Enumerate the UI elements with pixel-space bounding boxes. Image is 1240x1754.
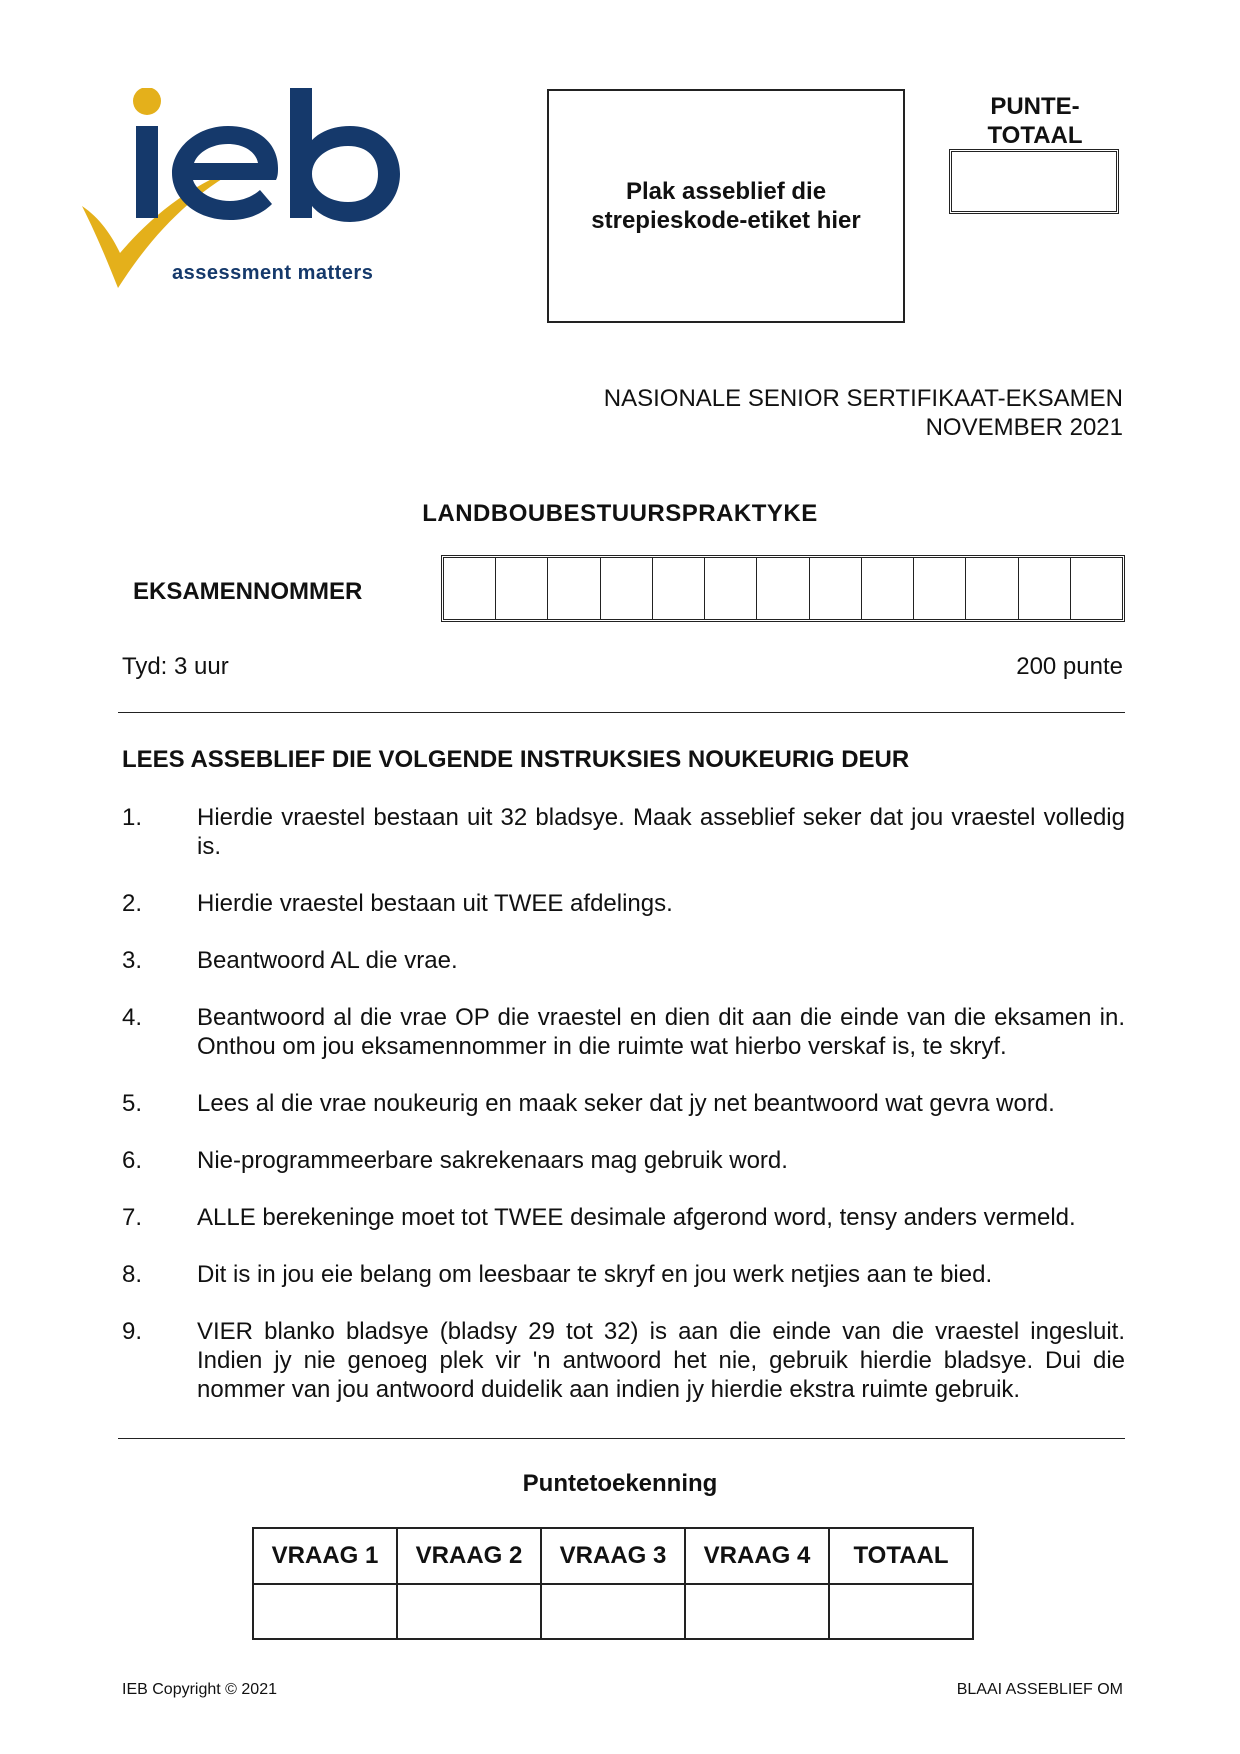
barcode-label-box xyxy=(547,89,905,323)
allocation-column-header: TOTAAL xyxy=(829,1528,973,1584)
exam-number-cell xyxy=(444,558,496,619)
instruction-number: 4. xyxy=(122,1004,143,1031)
instruction-text: Hierdie vraestel bestaan uit TWEE afdelings. xyxy=(197,890,673,917)
instruction-text: Hierdie vraestel bestaan uit 32 bladsye. Maak asseblief seker dat jou vraestel volledig is. xyxy=(197,804,1125,860)
score-total-box xyxy=(949,149,1119,214)
allocation-score-cell xyxy=(685,1584,829,1639)
instruction-item xyxy=(122,803,1125,861)
exam-date: NOVEMBER 2021 xyxy=(925,414,1123,441)
footer-turn-page: BLAAI ASSEBLIEF OM xyxy=(956,1681,1123,1698)
mark-allocation-table xyxy=(252,1527,974,1640)
instruction-item xyxy=(122,1203,1125,1232)
instruction-text: ALLE berekeninge moet tot TWEE desimale afgerond word, tensy anders vermeld. xyxy=(197,1204,1076,1231)
instruction-number: 6. xyxy=(122,1147,143,1174)
instruction-item xyxy=(122,1089,1125,1118)
score-total-label-line1: PUNTE- xyxy=(990,93,1080,120)
logo-i-dot-icon xyxy=(133,88,161,115)
instruction-text: Dit is in jou eie belang om leesbaar te skryf en jou werk netjies aan te bied. xyxy=(197,1261,993,1288)
allocation-score-cell xyxy=(829,1584,973,1639)
allocation-column-header: VRAAG 2 xyxy=(397,1528,541,1584)
exam-number-cell xyxy=(705,558,757,619)
allocation-score-cell xyxy=(541,1584,685,1639)
exam-number-label: EKSAMENNOMMER xyxy=(133,578,363,605)
exam-number-cell xyxy=(914,558,966,619)
instruction-text: Beantwoord AL die vrae. xyxy=(197,947,458,974)
instruction-number: 9. xyxy=(122,1318,143,1345)
exam-number-cell xyxy=(966,558,1018,619)
exam-number-cell xyxy=(496,558,548,619)
instruction-item xyxy=(122,1260,1125,1289)
instructions-list xyxy=(122,803,1125,1432)
exam-total-marks: 200 punte xyxy=(1016,653,1123,680)
instructions-heading: LEES ASSEBLIEF DIE VOLGENDE INSTRUKSIES NOUKEURIG DEUR xyxy=(122,746,910,773)
footer-copyright: IEB Copyright © 2021 xyxy=(122,1681,277,1698)
barcode-instruction: Plak asseblief die strepieskode-etiket hier xyxy=(591,178,861,234)
score-total-label xyxy=(950,92,1120,150)
allocation-column-header: VRAAG 4 xyxy=(685,1528,829,1584)
logo-i-stem-icon xyxy=(136,126,158,218)
exam-number-cell xyxy=(548,558,600,619)
instruction-number: 7. xyxy=(122,1204,143,1231)
exam-number-cell xyxy=(810,558,862,619)
exam-number-cell xyxy=(1071,558,1122,619)
logo-e-icon xyxy=(172,126,278,220)
instruction-item xyxy=(122,1317,1125,1404)
instruction-number: 1. xyxy=(122,804,143,831)
exam-duration: Tyd: 3 uur xyxy=(122,653,229,680)
exam-number-cell xyxy=(757,558,809,619)
instruction-item xyxy=(122,889,1125,918)
divider xyxy=(118,712,1125,713)
allocation-score-cell xyxy=(397,1584,541,1639)
exam-number-cell xyxy=(1019,558,1071,619)
instruction-number: 3. xyxy=(122,947,143,974)
instruction-number: 2. xyxy=(122,890,143,917)
subject-title: LANDBOUBESTUURSPRAKTYKE xyxy=(422,500,818,527)
instruction-text: Nie-programmeerbare sakrekenaars mag gebruik word. xyxy=(197,1147,788,1174)
instruction-number: 5. xyxy=(122,1090,143,1117)
exam-number-cell xyxy=(653,558,705,619)
exam-number-boxes xyxy=(441,555,1125,622)
instruction-text: VIER blanko bladsye (bladsy 29 tot 32) is aan die einde van die vraestel ingesluit. Indien jy nie genoeg plek vir 'n antwoord het nie, gebruik hierdie bladsye. Dui die nommer van jou antwoord duidelik aan indien jy hierdie ekstra ruimte gebruik. xyxy=(197,1318,1125,1403)
instruction-item xyxy=(122,1003,1125,1061)
allocation-score-cell xyxy=(253,1584,397,1639)
mark-allocation-heading: Puntetoekenning xyxy=(522,1470,718,1497)
logo-tagline: assessment matters xyxy=(172,262,374,284)
exam-title: NASIONALE SENIOR SERTIFIKAAT-EKSAMEN xyxy=(603,385,1123,412)
logo-b-icon xyxy=(290,88,400,222)
divider xyxy=(118,1438,1125,1439)
instruction-item xyxy=(122,1146,1125,1175)
score-total-label-line2: TOTAAL xyxy=(987,122,1083,149)
instruction-item xyxy=(122,946,1125,975)
exam-number-cell xyxy=(862,558,914,619)
instruction-number: 8. xyxy=(122,1261,143,1288)
allocation-column-header: VRAAG 3 xyxy=(541,1528,685,1584)
instruction-text: Beantwoord al die vrae OP die vraestel en dien dit aan die einde van die eksamen in. Onthou om jou eksamennommer in die ruimte wat hierbo verskaf is, te skryf. xyxy=(197,1004,1125,1060)
exam-number-cell xyxy=(601,558,653,619)
instruction-text: Lees al die vrae noukeurig en maak seker dat jy net beantwoord wat gevra word. xyxy=(197,1090,1055,1117)
allocation-column-header: VRAAG 1 xyxy=(253,1528,397,1584)
